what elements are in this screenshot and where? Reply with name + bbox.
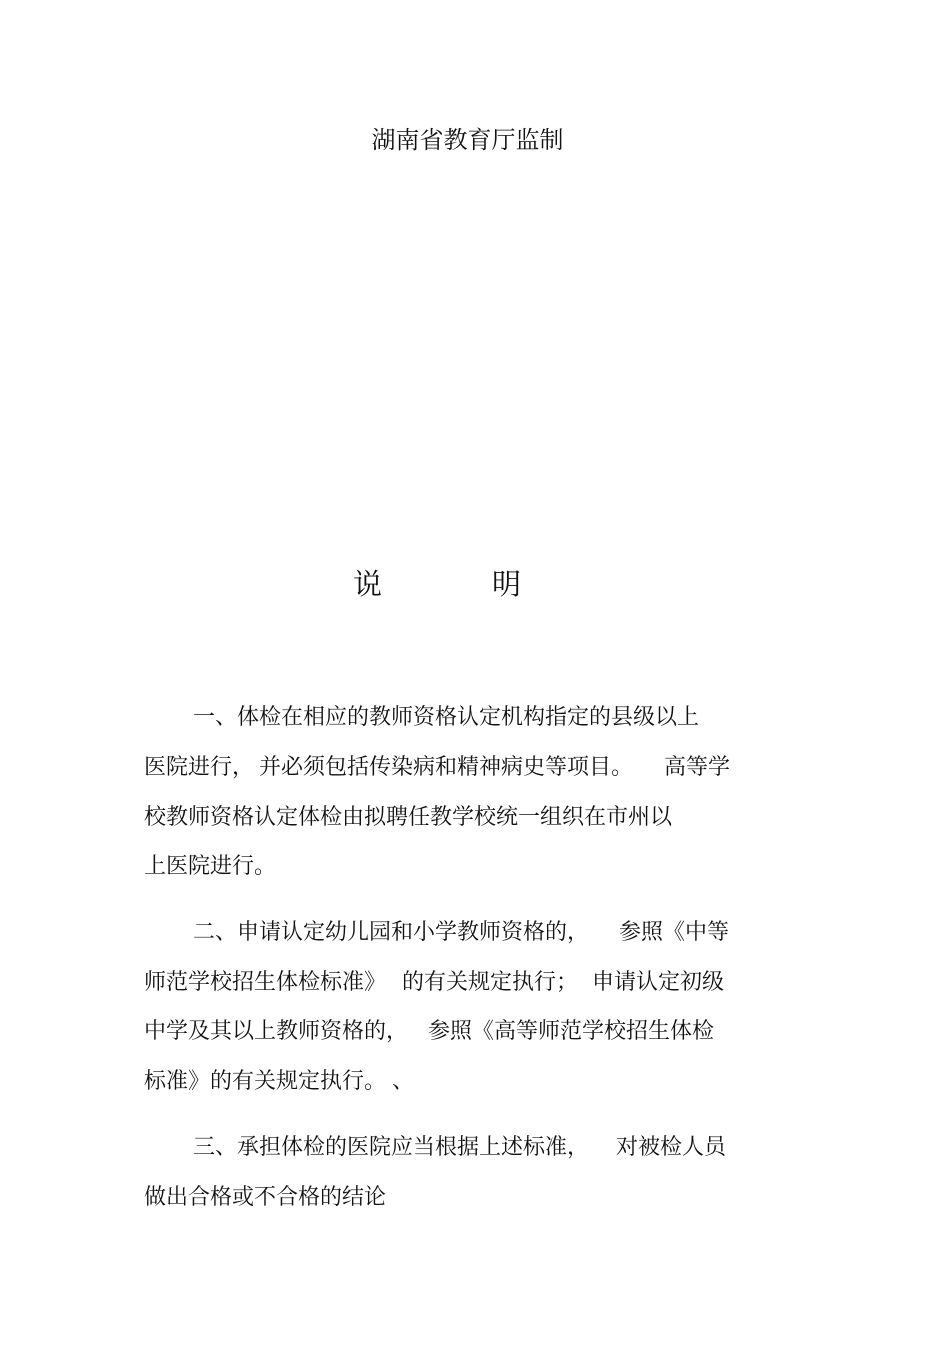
text-segment: 高等学 xyxy=(664,755,731,780)
text-segment: 医院进行， xyxy=(144,755,255,780)
text-segment: 上医院进行。 xyxy=(144,854,277,879)
heading-char-1: 说 xyxy=(353,567,383,601)
supervisor-text: 湖南省教育厅监制 xyxy=(371,126,564,154)
text-segment: 三、承担体检的医院应当根据上述标准， xyxy=(193,1135,590,1160)
text-segment: 参照《中等 xyxy=(619,920,730,945)
heading-char-2: 明 xyxy=(492,567,522,601)
text-segment: 申请认定初级 xyxy=(592,970,725,995)
text-segment: 并必须包括传染病和精神病史等项目。 xyxy=(259,755,634,780)
text-segment: 对被检人员 xyxy=(616,1135,727,1160)
text-segment: 校教师资格认定体检由拟聘任教学校统一组织在市州以 xyxy=(144,805,673,830)
text-segment: 师范学校招生体检标准》 xyxy=(144,970,387,995)
text-segment: 中学及其以上教师资格的， xyxy=(144,1019,409,1044)
text-segment: 的有关规定执行； xyxy=(402,970,579,995)
text-segment: 参照《高等师范学校招生体检 xyxy=(428,1019,715,1044)
text-segment: 一、体检在相应的教师资格认定机构指定的县级以上 xyxy=(193,705,700,730)
text-segment: 、 xyxy=(392,1069,415,1094)
text-segment: 二、申请认定幼儿园和小学教师资格的， xyxy=(193,920,590,945)
text-segment: 做出合格或不合格的结论 xyxy=(144,1185,387,1210)
text-segment: 标准》的有关规定执行。 xyxy=(144,1069,387,1094)
